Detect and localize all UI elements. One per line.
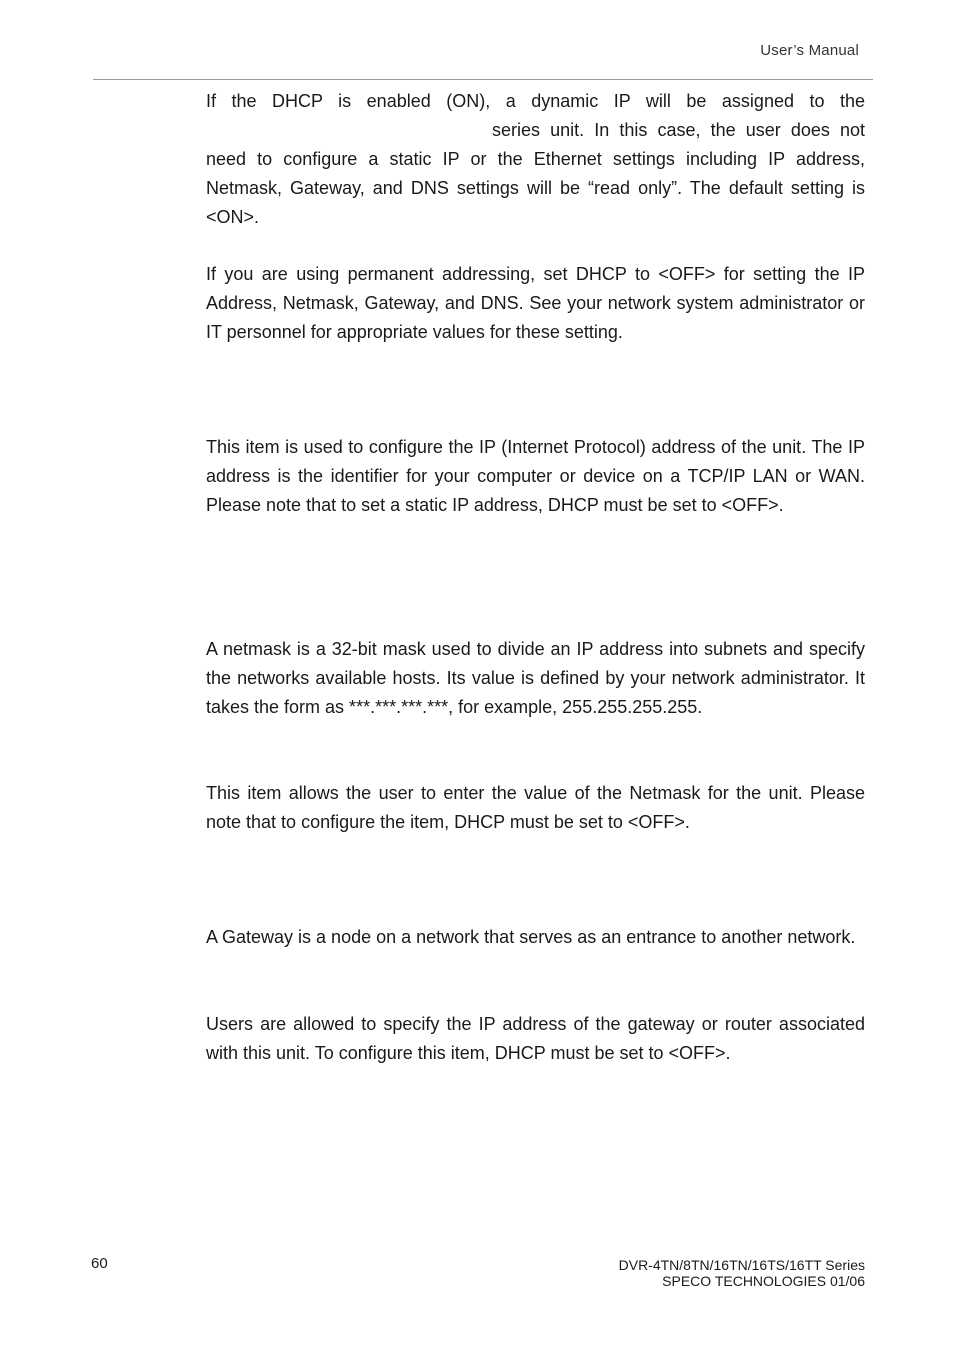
permanent-addressing-paragraph: If you are using permanent addressing, set DHCP to <OFF> for setting the IP Address, Netmask, Gateway, and DNS. See your network system administrator or IT personnel for appropriate values for these setting.: [206, 264, 865, 342]
header-divider: [93, 79, 873, 80]
dhcp-rest: need to configure a static IP or the Ethernet settings including IP address, Netmask, Gateway, and DNS settings will be “read only”. The default setting is <ON>.: [206, 149, 865, 227]
gateway-definition-paragraph: A Gateway is a node on a network that serves as an entrance to another network.: [206, 927, 856, 947]
footer-info: [619, 1257, 865, 1289]
dhcp-paragraph: [206, 87, 865, 232]
netmask-item-paragraph: This item allows the user to enter the value of the Netmask for the unit. Please note that to configure the item, DHCP must be set to <OFF>.: [206, 783, 865, 832]
dhcp-line-2: series unit. In this case, the user does not: [492, 120, 865, 140]
footer-series: DVR-4TN/8TN/16TN/16TS/16TT Series: [618, 1257, 865, 1273]
footer-company: SPECO TECHNOLOGIES 01/06: [662, 1273, 865, 1289]
dhcp-line-1: If the DHCP is enabled (ON), a dynamic IP will be assigned to the: [206, 91, 865, 111]
gateway-item-paragraph: Users are allowed to specify the IP address of the gateway or router associated with this unit. To configure this item, DHCP must be set to <OFF>.: [206, 1014, 865, 1063]
page-number: 60: [91, 1255, 108, 1272]
ip-address-paragraph: This item is used to configure the IP (Internet Protocol) address of the unit. The IP address is the identifier for your computer or device on a TCP/IP LAN or WAN. Please note that to set a static IP address, DHCP must be set to <OFF>.: [206, 437, 865, 515]
header-title: User’s Manual: [760, 42, 859, 59]
netmask-definition-paragraph: A netmask is a 32-bit mask used to divide an IP address into subnets and specify the networks available hosts. Its value is defined by your network administrator. It takes the form as ***.***.***.***, for example, 255.255.255.255.: [206, 639, 865, 717]
